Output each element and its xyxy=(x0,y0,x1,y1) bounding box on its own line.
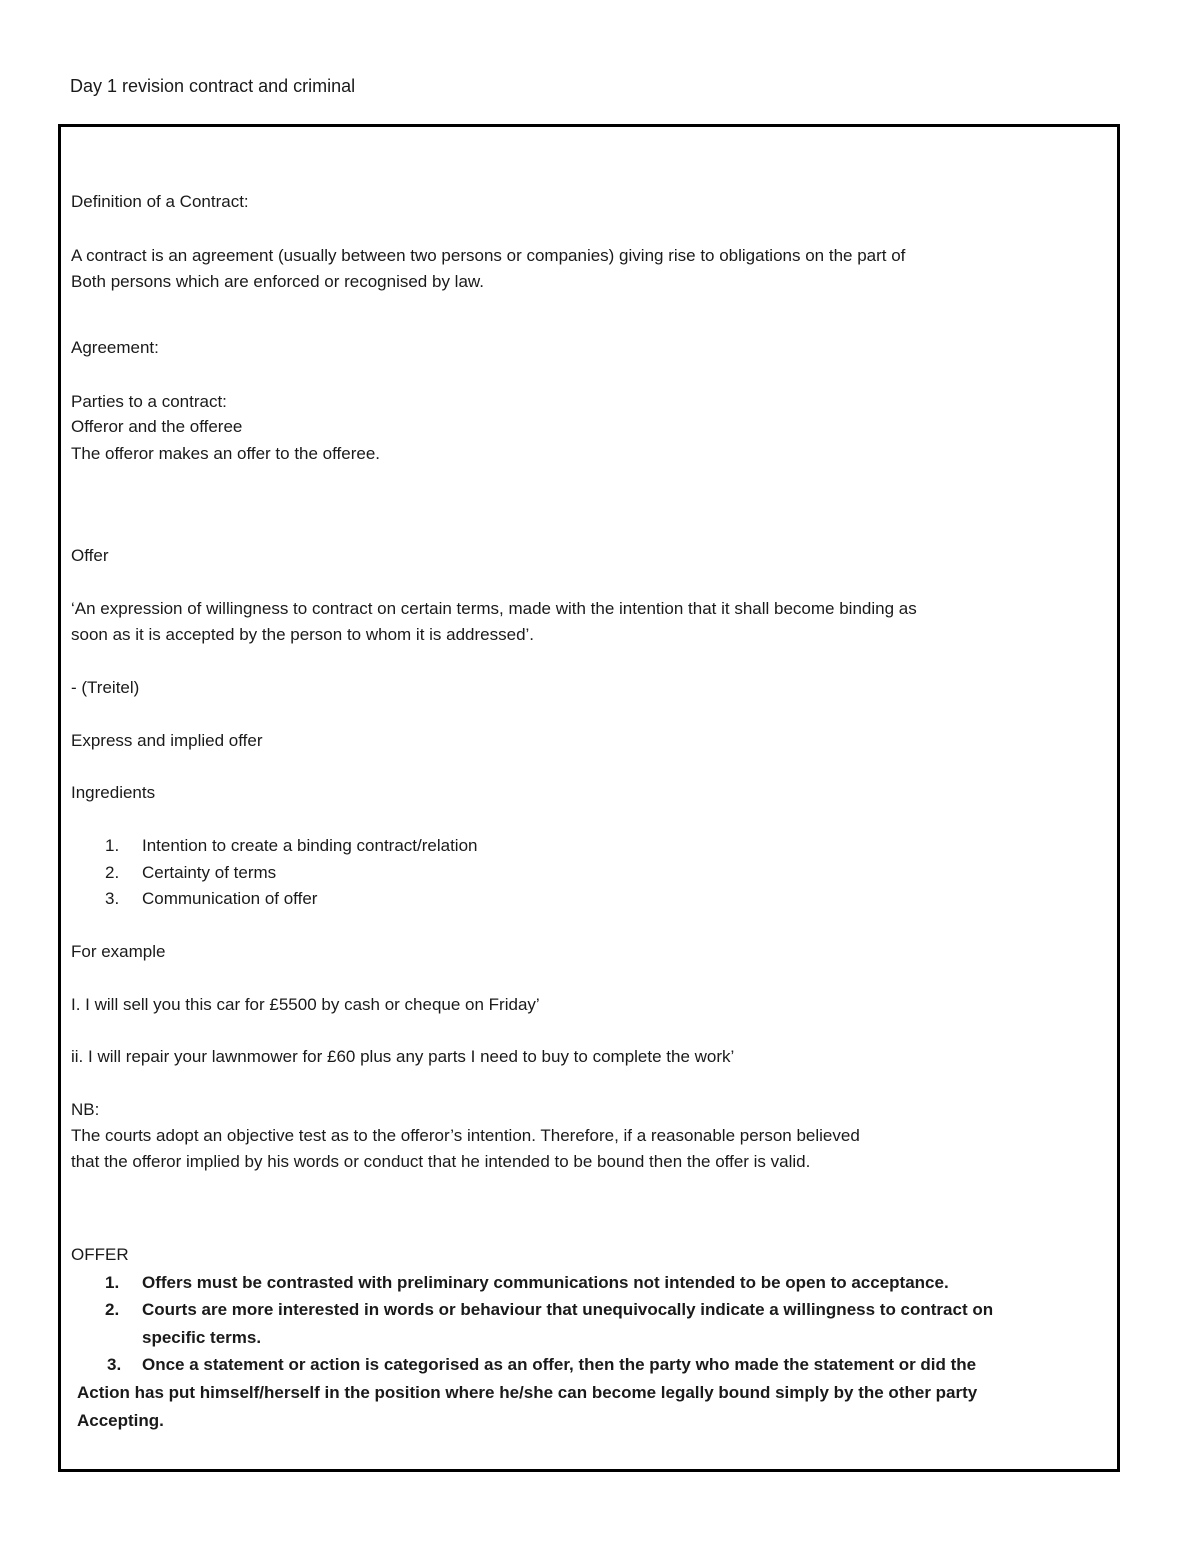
example-2: ii. I will repair your lawnmower for £60 plus any parts I need to buy to complete the work’ xyxy=(71,1047,735,1066)
offer-point-number: 2. xyxy=(105,1300,120,1319)
content-box xyxy=(58,124,1120,1472)
offer-point-number: 3. xyxy=(107,1355,122,1374)
offer-point-continuation: Accepting. xyxy=(77,1411,164,1430)
definition-line-2: Both persons which are enforced or recognised by law. xyxy=(71,272,484,291)
nb-heading: NB: xyxy=(71,1100,100,1119)
parties-line: Offeror and the offeree xyxy=(71,417,243,436)
nb-line-2: that the offeror implied by his words or conduct that he intended to be bound then the offer is valid. xyxy=(71,1152,811,1171)
nb-line-1: The courts adopt an objective test as to the offeror’s intention. Therefore, if a reasonable person believed xyxy=(71,1126,860,1145)
offer-heading: Offer xyxy=(71,546,109,565)
offer-quote-line-2: soon as it is accepted by the person to whom it is addressed’. xyxy=(71,625,535,644)
offer-point-number: 1. xyxy=(105,1273,120,1292)
definition-heading: Definition of a Contract: xyxy=(71,192,249,211)
example-heading: For example xyxy=(71,942,166,961)
ingredient-item: Communication of offer xyxy=(142,889,318,908)
definition-line-1: A contract is an agreement (usually between two persons or companies) giving rise to obligations on the part of xyxy=(71,246,906,265)
offer-point-continuation: Action has put himself/herself in the position where he/she can become legally bound simply by the other party xyxy=(77,1383,978,1402)
offer-point-text: Offers must be contrasted with preliminary communications not intended to be open to acceptance. xyxy=(142,1273,949,1292)
parties-heading: Parties to a contract: xyxy=(71,392,227,411)
document-header: Day 1 revision contract and criminal xyxy=(70,76,356,96)
offer-citation: - (Treitel) xyxy=(71,678,140,697)
ingredient-number: 3. xyxy=(105,889,120,908)
offer-point-continuation: specific terms. xyxy=(142,1328,262,1347)
ingredient-item: Certainty of terms xyxy=(142,863,277,882)
offer-quote-line-1: ‘An expression of willingness to contract on certain terms, made with the intention that it shall become binding as xyxy=(71,599,917,618)
offer-point-text: Courts are more interested in words or behaviour that unequivocally indicate a willingness to contract on xyxy=(142,1300,994,1319)
ingredient-item: Intention to create a binding contract/relation xyxy=(142,836,478,855)
express-implied-line: Express and implied offer xyxy=(71,731,263,750)
offer-point-text: Once a statement or action is categorised as an offer, then the party who made the statement or did the xyxy=(142,1355,977,1374)
example-1: I. I will sell you this car for £5500 by cash or cheque on Friday’ xyxy=(71,995,540,1014)
ingredient-number: 1. xyxy=(105,836,120,855)
ingredient-number: 2. xyxy=(105,863,120,882)
agreement-heading: Agreement: xyxy=(71,338,159,357)
offeror-makes-line: The offeror makes an offer to the offeree. xyxy=(71,444,381,463)
ingredients-heading: Ingredients xyxy=(71,783,156,802)
offer-points-heading: OFFER xyxy=(71,1245,129,1264)
